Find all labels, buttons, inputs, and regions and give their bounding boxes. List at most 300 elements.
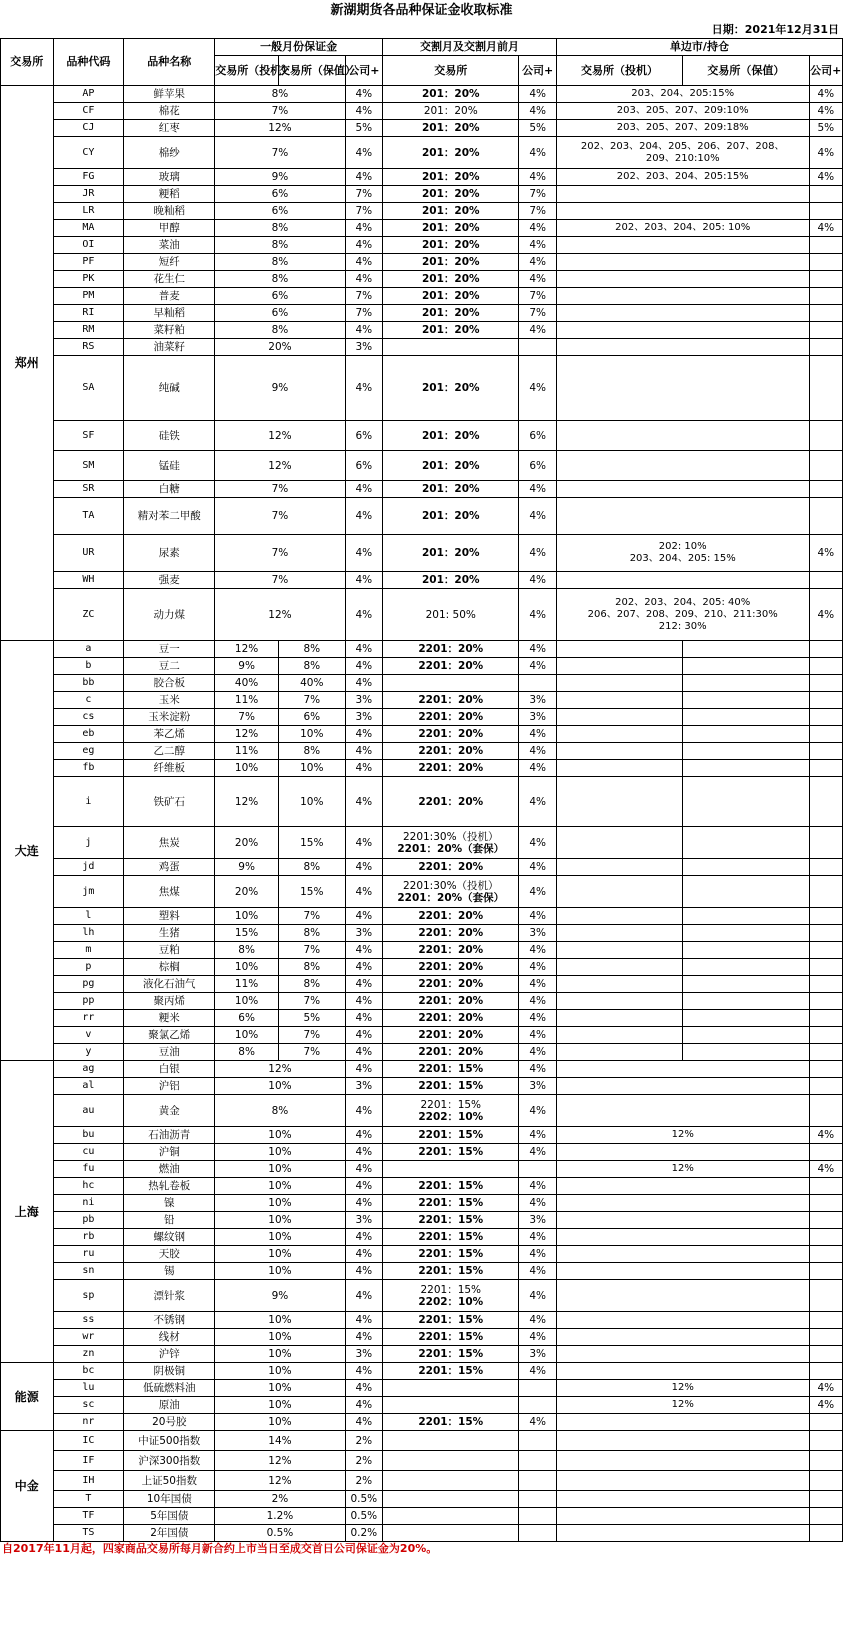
delivery-company-cell: 3% [519,709,556,726]
unilateral-company-cell [809,1451,842,1471]
general-margin-cell: 9% [215,169,345,186]
general-company-cell: 4% [345,1178,382,1195]
header-uni-ex-hedge: 交易所（保值） [683,56,809,86]
delivery-company-cell: 4% [519,535,556,572]
unilateral-company-cell [809,743,842,760]
table-row [1,1397,843,1414]
delivery-margin-cell: 2201：20% [383,760,519,777]
code-cell: v [53,1027,124,1044]
hedge-margin-cell: 15% [278,827,345,859]
table-row [1,743,843,760]
delivery-company-cell: 4% [519,1229,556,1246]
table-row [1,421,843,451]
table-row [1,859,843,876]
code-cell: rb [53,1229,124,1246]
name-cell: 聚氯乙烯 [124,1027,215,1044]
code-cell: IC [53,1431,124,1451]
general-margin-cell: 9% [215,1280,345,1312]
general-company-cell: 4% [345,481,382,498]
header-ex-hedge: 交易所（保值） [278,56,345,86]
hedge-margin-cell: 8% [278,641,345,658]
delivery-margin-cell [383,876,519,908]
general-margin-cell: 12% [215,451,345,481]
code-cell: b [53,658,124,675]
unilateral-margin-cell [556,1178,809,1195]
delivery-margin-cell: 2201：15% [383,1312,519,1329]
unilateral-hedge-cell [683,1027,809,1044]
delivery-margin-cell: 201：20% [383,120,519,137]
unilateral-spec-cell [556,942,682,959]
general-company-cell: 3% [345,1078,382,1095]
table-row [1,1451,843,1471]
hedge-margin-cell: 7% [278,942,345,959]
table-row [1,993,843,1010]
name-cell: 纯碱 [124,356,215,421]
delivery-margin-cell [383,675,519,692]
name-cell: 中证500指数 [124,1431,215,1451]
unilateral-company-cell [809,356,842,421]
general-company-cell: 4% [345,356,382,421]
unilateral-company-cell [809,1195,842,1212]
code-cell: UR [53,535,124,572]
table-row [1,1525,843,1542]
unilateral-spec-cell [556,743,682,760]
spec-margin-cell: 11% [215,976,279,993]
spec-margin-cell: 20% [215,827,279,859]
name-cell: 鸡蛋 [124,859,215,876]
delivery-margin-cell: 2201：15% [383,1229,519,1246]
unilateral-margin-cell [556,1346,809,1363]
unilateral-company-cell [809,675,842,692]
code-cell: pp [53,993,124,1010]
unilateral-company-cell [809,1010,842,1027]
delivery-company-cell: 4% [519,254,556,271]
code-cell: CJ [53,120,124,137]
delivery-margin-cell: 201：20% [383,237,519,254]
unilateral-company-cell [809,572,842,589]
general-margin-cell: 10% [215,1263,345,1280]
delivery-company-cell: 6% [519,421,556,451]
general-margin-cell: 10% [215,1346,345,1363]
general-margin-cell: 12% [215,1061,345,1078]
unilateral-company-cell [809,925,842,942]
code-cell: CY [53,137,124,169]
unilateral-company-cell: 4% [809,86,842,103]
general-margin-cell: 7% [215,103,345,120]
unilateral-company-cell [809,186,842,203]
name-cell: 线材 [124,1329,215,1346]
delivery-company-cell: 4% [519,169,556,186]
unilateral-company-cell: 4% [809,535,842,572]
spec-margin-cell: 11% [215,692,279,709]
unilateral-hedge-cell [683,827,809,859]
name-cell: 黄金 [124,1095,215,1127]
delivery-company-cell: 4% [519,1095,556,1127]
unilateral-margin-cell [556,186,809,203]
name-cell: 棉花 [124,103,215,120]
delivery-company-cell [519,1161,556,1178]
name-cell: 纤维板 [124,760,215,777]
unilateral-margin-cell [556,305,809,322]
general-company-cell: 3% [345,1346,382,1363]
code-cell: i [53,777,124,827]
table-row [1,572,843,589]
name-cell: 红枣 [124,120,215,137]
code-cell: pg [53,976,124,993]
delivery-margin-cell: 2201：15% [383,1246,519,1263]
code-cell: fb [53,760,124,777]
document-title: 新湖期货各品种保证金收取标准 [330,3,513,18]
code-cell: sn [53,1263,124,1280]
general-margin-cell: 8% [215,1095,345,1127]
general-company-cell: 7% [345,186,382,203]
code-cell: jm [53,876,124,908]
delivery-margin-cell: 201：20% [383,203,519,220]
table-row [1,1229,843,1246]
delivery-company-cell: 4% [519,760,556,777]
delivery-margin-cell [383,1451,519,1471]
general-margin-cell: 6% [215,288,345,305]
code-cell: sc [53,1397,124,1414]
unilateral-company-cell [809,421,842,451]
general-company-cell: 4% [345,675,382,692]
code-cell: RS [53,339,124,356]
general-company-cell: 4% [345,760,382,777]
code-cell: cs [53,709,124,726]
delivery-company-cell: 3% [519,692,556,709]
general-company-cell: 4% [345,1061,382,1078]
code-cell: ru [53,1246,124,1263]
unilateral-hedge-cell [683,1010,809,1027]
table-row [1,288,843,305]
hedge-margin-cell: 7% [278,1027,345,1044]
general-company-cell: 4% [345,1363,382,1380]
unilateral-company-cell: 4% [809,137,842,169]
delivery-company-cell [519,675,556,692]
general-company-cell: 4% [345,254,382,271]
unilateral-company-cell [809,288,842,305]
code-cell: pb [53,1212,124,1229]
delivery-company-cell: 3% [519,1346,556,1363]
delivery-margin-cell [383,827,519,859]
delivery-company-cell: 4% [519,498,556,535]
name-cell: 早籼稻 [124,305,215,322]
code-cell: FG [53,169,124,186]
name-cell: 精对苯二甲酸 [124,498,215,535]
unilateral-spec-cell [556,760,682,777]
delivery-margin-cell: 201：20% [383,498,519,535]
delivery-margin-cell: 2201：15% [383,1144,519,1161]
general-margin-cell: 12% [215,1471,345,1491]
general-margin-cell: 10% [215,1414,345,1431]
unilateral-company-cell: 4% [809,1397,842,1414]
table-row [1,589,843,641]
unilateral-spec-cell [556,925,682,942]
general-margin-cell: 7% [215,498,345,535]
unilateral-spec-cell [556,959,682,976]
code-cell: eg [53,743,124,760]
delivery-margin-cell [383,1525,519,1542]
general-margin-cell: 6% [215,305,345,322]
general-margin-cell: 12% [215,421,345,451]
table-row [1,356,843,421]
general-margin-cell: 12% [215,1451,345,1471]
general-company-cell: 4% [345,1161,382,1178]
general-margin-cell: 8% [215,237,345,254]
general-company-cell: 4% [345,1010,382,1027]
unilateral-margin-cell [556,572,809,589]
table-row [1,1078,843,1095]
code-cell: JR [53,186,124,203]
delivery-margin-cell: 201：20% [383,254,519,271]
delivery-margin-cell: 201：20% [383,451,519,481]
name-cell: 白糖 [124,481,215,498]
name-cell: 原油 [124,1397,215,1414]
unilateral-margin-cell [556,1263,809,1280]
delivery-margin-cell: 201：20% [383,186,519,203]
name-cell: 动力煤 [124,589,215,641]
unilateral-company-cell [809,658,842,675]
table-row [1,1144,843,1161]
name-cell: 乙二醇 [124,743,215,760]
unilateral-company-cell [809,1178,842,1195]
delivery-company-cell: 4% [519,658,556,675]
delivery-company-cell: 5% [519,120,556,137]
delivery-margin-cell: 2201：20% [383,859,519,876]
unilateral-spec-cell [556,658,682,675]
hedge-margin-cell: 8% [278,925,345,942]
general-company-cell: 4% [345,908,382,925]
spec-margin-cell: 15% [215,925,279,942]
table-row [1,1161,843,1178]
table-row [1,271,843,288]
header-company: 公司+ [345,56,382,86]
delivery-margin-cell [383,1431,519,1451]
header-delivery-company: 公司+ [519,56,556,86]
code-cell: c [53,692,124,709]
general-company-cell: 5% [345,120,382,137]
general-margin-cell: 2% [215,1491,345,1508]
general-company-cell: 4% [345,498,382,535]
table-row [1,1010,843,1027]
spec-margin-cell: 10% [215,959,279,976]
unilateral-company-cell [809,827,842,859]
delivery-margin-cell: 2201：15% [383,1414,519,1431]
unilateral-margin-cell [556,1078,809,1095]
table-row [1,1178,843,1195]
general-company-cell: 4% [345,271,382,288]
hedge-margin-cell: 7% [278,993,345,1010]
spec-margin-cell: 12% [215,726,279,743]
delivery-line-1: 2201:30%（投机） [402,830,499,843]
delivery-company-cell: 4% [519,1061,556,1078]
general-company-cell: 4% [345,777,382,827]
unilateral-margin-cell [556,1280,809,1312]
unilateral-margin-cell [556,481,809,498]
name-cell: 漂针浆 [124,1280,215,1312]
code-cell: m [53,942,124,959]
general-company-cell: 2% [345,1471,382,1491]
code-cell: SA [53,356,124,421]
table-row [1,1414,843,1431]
general-company-cell: 4% [345,1229,382,1246]
unilateral-company-cell [809,1263,842,1280]
general-company-cell: 0.5% [345,1491,382,1508]
unilateral-spec-cell [556,908,682,925]
spec-margin-cell: 10% [215,993,279,1010]
code-cell: eb [53,726,124,743]
name-cell: 油菜籽 [124,339,215,356]
delivery-margin-cell [383,1397,519,1414]
unilateral-margin-cell: 202、203、204、205: 40% 206、207、208、209、210、211:30% 212: 30% [556,589,809,641]
delivery-company-cell: 4% [519,1195,556,1212]
delivery-company-cell: 3% [519,1078,556,1095]
unilateral-margin-cell: 202、203、204、205: 10% [556,220,809,237]
delivery-margin-cell: 201：20% [383,535,519,572]
name-cell: 生猪 [124,925,215,942]
unilateral-company-cell [809,993,842,1010]
footnote: 自2017年11月起，四家商品交易所每月新合约上市当日至成交首日公司保证金为20%。 [2,1542,438,1555]
general-company-cell: 4% [345,1414,382,1431]
delivery-company-cell: 4% [519,322,556,339]
name-cell: 玉米 [124,692,215,709]
unilateral-company-cell [809,760,842,777]
general-company-cell: 4% [345,993,382,1010]
general-margin-cell: 10% [215,1380,345,1397]
general-margin-cell: 10% [215,1212,345,1229]
unilateral-company-cell [809,481,842,498]
general-margin-cell: 10% [215,1397,345,1414]
unilateral-company-cell: 4% [809,103,842,120]
delivery-company-cell [519,1380,556,1397]
name-cell: 石油沥青 [124,1127,215,1144]
delivery-company-cell: 4% [519,1027,556,1044]
unilateral-hedge-cell [683,993,809,1010]
general-margin-cell: 10% [215,1312,345,1329]
spec-margin-cell: 11% [215,743,279,760]
general-company-cell: 4% [345,1095,382,1127]
hedge-margin-cell: 15% [278,876,345,908]
header-uni-company: 公司+ [809,56,842,86]
spec-margin-cell: 10% [215,908,279,925]
name-cell: 玻璃 [124,169,215,186]
code-cell: cu [53,1144,124,1161]
table-row [1,1329,843,1346]
delivery-margin-cell: 2201：15% [383,1195,519,1212]
unilateral-hedge-cell [683,859,809,876]
delivery-company-cell: 4% [519,271,556,288]
unilateral-margin-cell [556,1451,809,1471]
unilateral-margin-cell [556,451,809,481]
table-row [1,1491,843,1508]
unilateral-spec-cell [556,993,682,1010]
unilateral-hedge-cell [683,876,809,908]
code-cell: OI [53,237,124,254]
name-cell: 燃油 [124,1161,215,1178]
general-margin-cell: 1.2% [215,1508,345,1525]
code-cell: p [53,959,124,976]
name-cell: 不锈钢 [124,1312,215,1329]
code-cell: sp [53,1280,124,1312]
unilateral-company-cell [809,1246,842,1263]
delivery-margin-cell: 201：20% [383,137,519,169]
table-row [1,1095,843,1127]
unilateral-hedge-cell [683,726,809,743]
general-company-cell: 4% [345,220,382,237]
delivery-company-cell: 4% [519,876,556,908]
table-row [1,237,843,254]
code-cell: l [53,908,124,925]
unilateral-spec-cell [556,859,682,876]
unilateral-company-cell [809,254,842,271]
unilateral-company-cell [809,1212,842,1229]
name-cell: 甲醇 [124,220,215,237]
spec-margin-cell: 40% [215,675,279,692]
delivery-margin-cell: 201：20% [383,356,519,421]
delivery-margin-cell: 2201：20% [383,942,519,959]
spec-margin-cell: 6% [215,1010,279,1027]
table-row [1,1346,843,1363]
general-margin-cell: 20% [215,339,345,356]
delivery-margin-cell: 2201：20% [383,692,519,709]
table-row [1,675,843,692]
table-row [1,103,843,120]
name-cell: 白银 [124,1061,215,1078]
unilateral-company-cell [809,1363,842,1380]
delivery-line-2: 2202：10% [418,1295,484,1308]
delivery-company-cell: 4% [519,743,556,760]
general-margin-cell: 9% [215,356,345,421]
unilateral-spec-cell [556,1027,682,1044]
table-row [1,1363,843,1380]
unilateral-company-cell [809,1229,842,1246]
unilateral-company-cell [809,1044,842,1061]
delivery-company-cell: 4% [519,481,556,498]
unilateral-company-cell [809,777,842,827]
code-cell: nr [53,1414,124,1431]
delivery-company-cell: 4% [519,1263,556,1280]
exchange-cell: 大连 [1,641,54,1061]
name-cell: 短纤 [124,254,215,271]
unilateral-spec-cell [556,675,682,692]
delivery-company-cell: 7% [519,203,556,220]
unilateral-margin-cell [556,1212,809,1229]
code-cell: MA [53,220,124,237]
unilateral-hedge-cell [683,925,809,942]
table-row [1,976,843,993]
delivery-margin-cell: 201：20% [383,271,519,288]
delivery-margin-cell: 2201：15% [383,1329,519,1346]
general-company-cell: 4% [345,137,382,169]
general-company-cell: 4% [345,1044,382,1061]
code-cell: fu [53,1161,124,1178]
table-row [1,120,843,137]
code-cell: ni [53,1195,124,1212]
general-margin-cell: 14% [215,1431,345,1451]
unilateral-margin-cell: 12% [556,1161,809,1178]
code-cell: WH [53,572,124,589]
unilateral-margin-cell [556,288,809,305]
general-company-cell: 3% [345,1212,382,1229]
delivery-company-cell: 4% [519,572,556,589]
unilateral-company-cell [809,1508,842,1525]
general-company-cell: 0.5% [345,1508,382,1525]
general-company-cell: 3% [345,692,382,709]
delivery-margin-cell: 201：20% [383,169,519,186]
unilateral-margin-cell [556,1525,809,1542]
name-cell: 鲜苹果 [124,86,215,103]
delivery-company-cell: 4% [519,356,556,421]
